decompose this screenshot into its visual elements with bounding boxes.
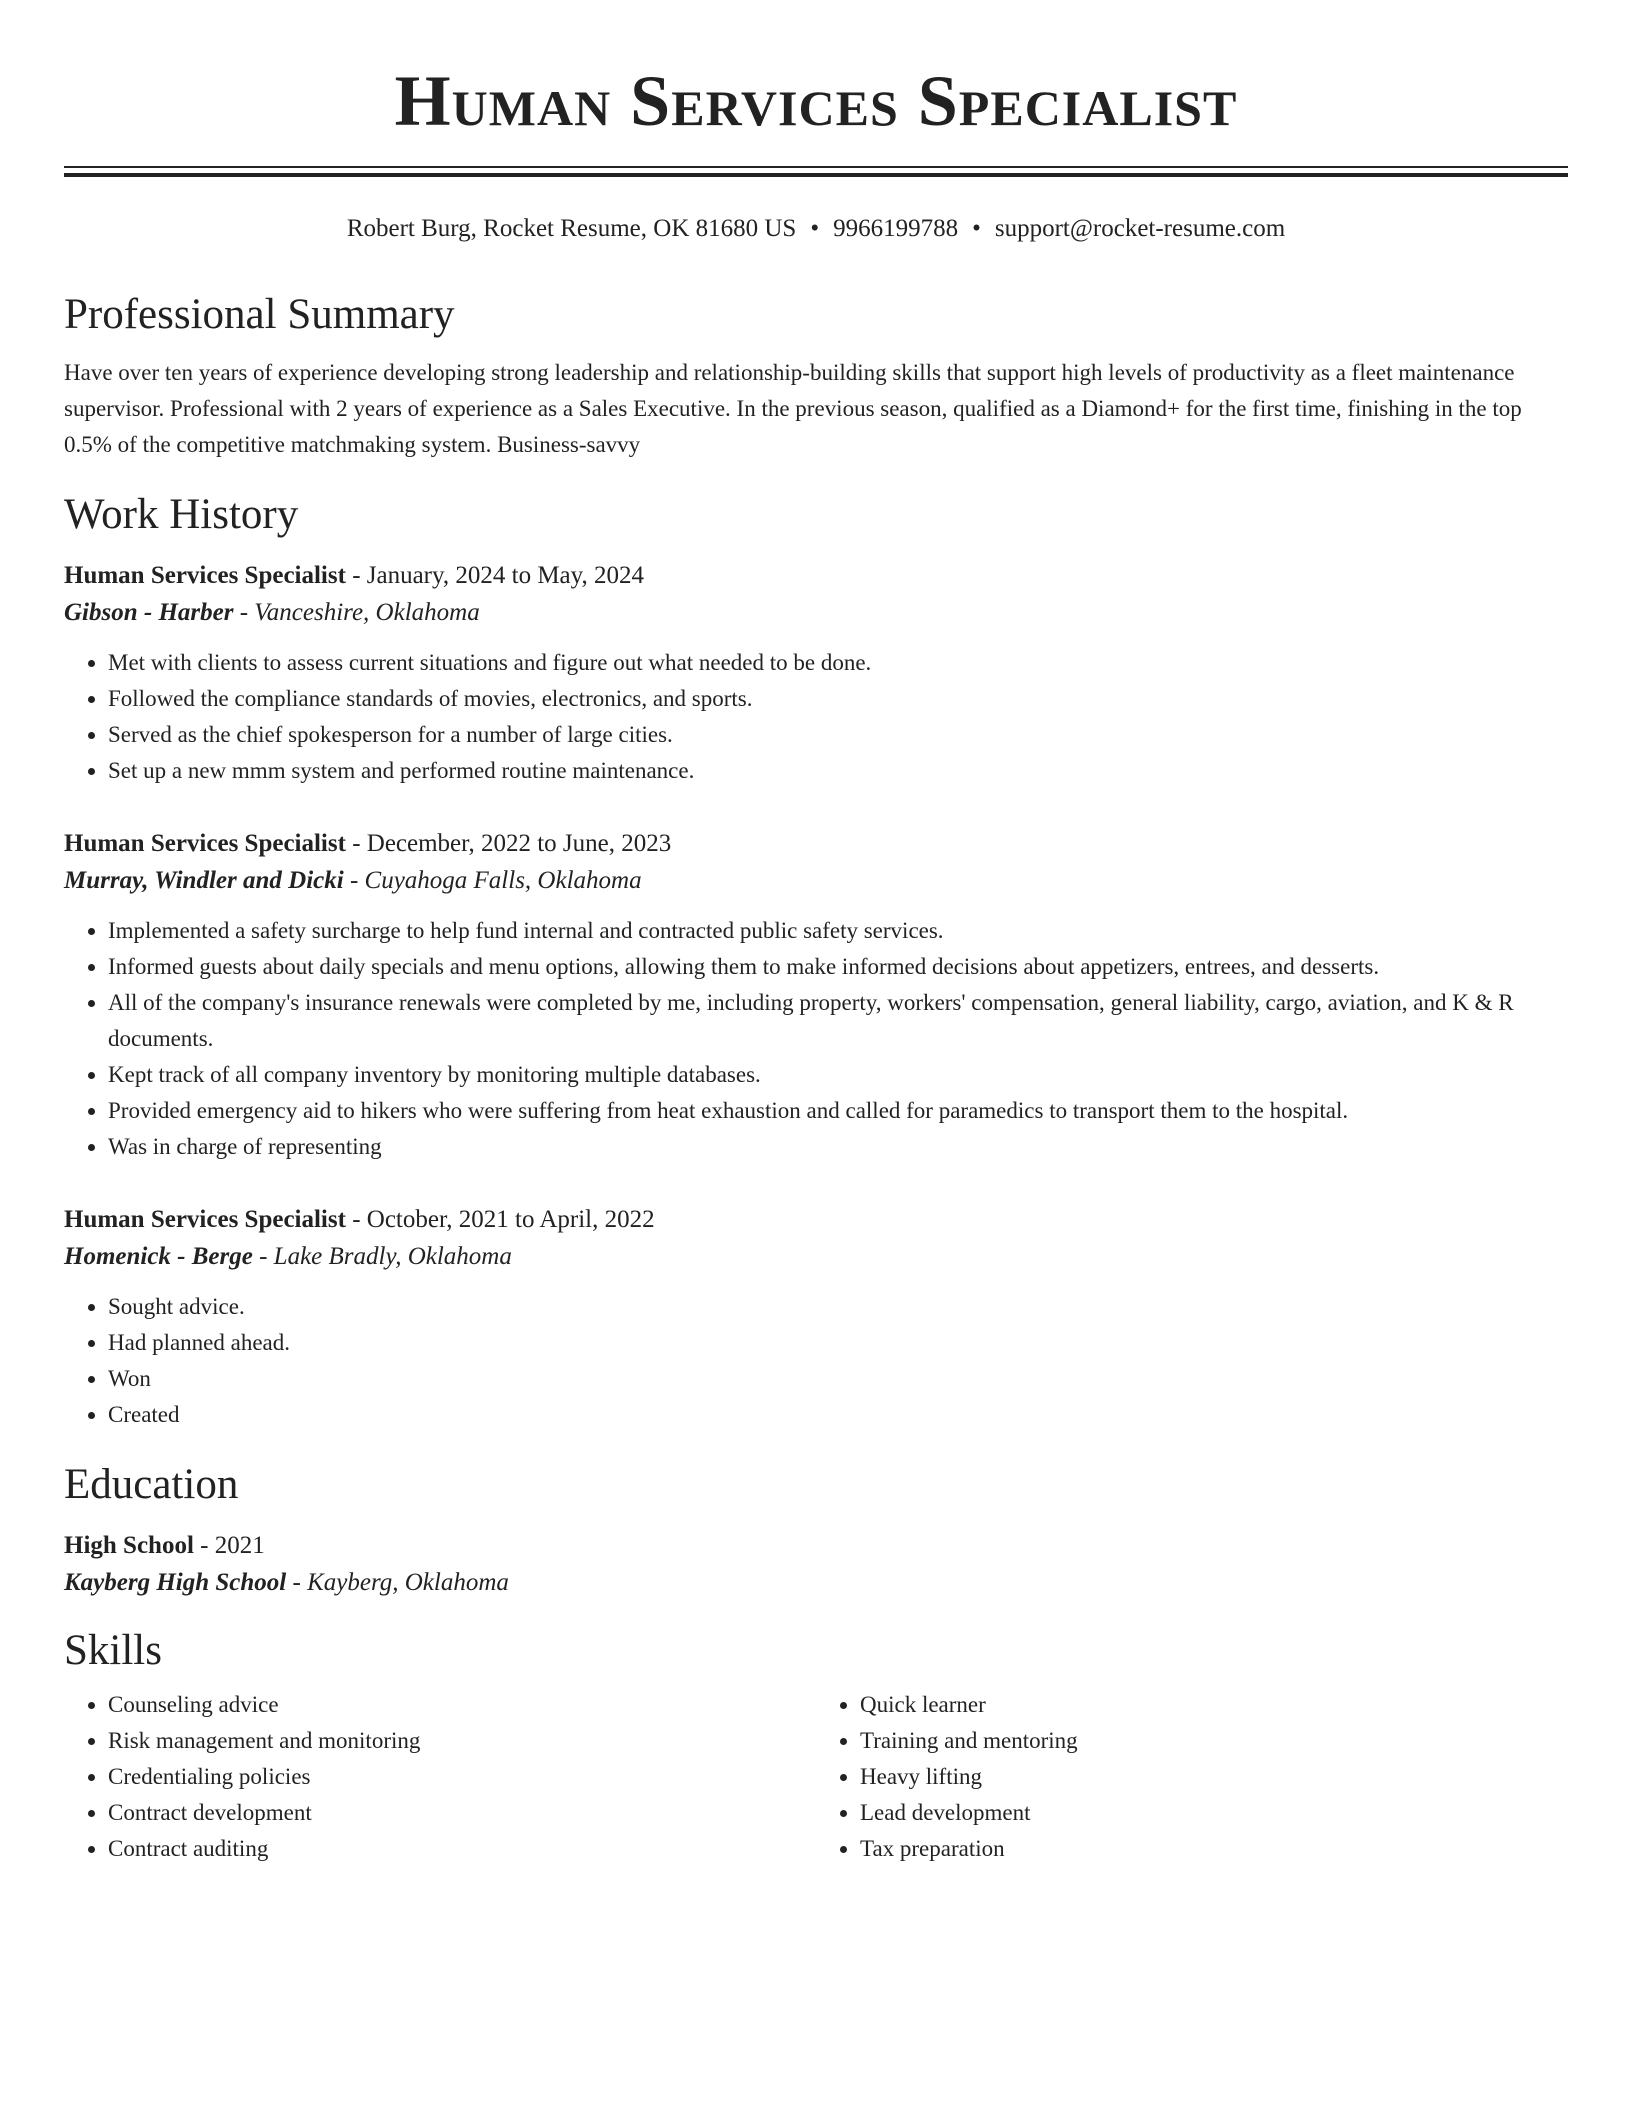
summary-text: Have over ten years of experience developing strong leadership and relationship-building skills that support high levels of productivity as a fleet maintenance supervisor. Professional with 2 years of experience as a Sales Executive. In the previous season, qualified as a Diamond+ for the first time, finishing in the top 0.5% of the competitive matchmaking system. Business-savvy — [64, 360, 1522, 457]
job-bullet: • Implemented a safety surcharge to help fund internal and contracted public safety services. — [108, 913, 1568, 949]
job-company-line — [64, 861, 1568, 901]
job-bullet: • Served as the chief spokesperson for a number of large cities. — [108, 717, 1568, 753]
job-bullet: • Informed guests about daily specials and menu options, allowing them to make informed decisions about appetizers, entrees, and desserts. — [108, 949, 1568, 985]
job-title-line — [64, 559, 1568, 593]
job-bullet: • Followed the compliance standards of movies, electronics, and sports. — [108, 681, 1568, 717]
contact-email: support@rocket-resume.com — [994, 215, 1286, 242]
job-company: Murray, Windler and Dicki — [64, 867, 344, 894]
job-bullet: • Sought advice. — [108, 1289, 1568, 1325]
skills-right-column — [816, 1687, 1568, 1867]
job-dates: - October, 2021 to April, 2022 — [345, 1206, 655, 1233]
skill-item: • Counseling advice — [108, 1687, 816, 1723]
summary-heading: Professional Summary — [64, 291, 455, 338]
education-heading: Education — [64, 1461, 239, 1508]
job-company: Gibson - Harber — [64, 599, 234, 626]
job-bullets — [64, 913, 1568, 1165]
job-bullet: • Was in charge of representing — [108, 1129, 1568, 1165]
job-bullet: • Met with clients to assess current situations and figure out what needed to be done. — [108, 645, 1568, 681]
education-entry — [64, 1529, 1568, 1603]
title-rule-thick — [64, 173, 1568, 177]
job-bullet: • Set up a new mmm system and performed routine maintenance. — [108, 753, 1568, 789]
contact-separator: • — [810, 215, 820, 242]
job-bullet: • Created — [108, 1397, 1568, 1433]
job-bullet: • Won — [108, 1361, 1568, 1397]
skill-item: • Credentialing policies — [108, 1759, 816, 1795]
job-title: Human Services Specialist — [64, 562, 346, 589]
skill-item: • Lead development — [860, 1795, 1568, 1831]
skill-item: • Contract auditing — [108, 1831, 816, 1867]
skills-left-column — [64, 1687, 816, 1867]
job-bullets — [64, 1289, 1568, 1433]
job-company: Homenick - Berge — [64, 1243, 253, 1270]
job-location: - Vanceshire, Oklahoma — [233, 599, 480, 626]
skills-columns — [64, 1687, 1568, 1867]
job-bullet: • Kept track of all company inventory by monitoring multiple databases. — [108, 1057, 1568, 1093]
job-bullet: • Had planned ahead. — [108, 1325, 1568, 1361]
title-rule-thin — [64, 166, 1568, 168]
skill-item: • Risk management and monitoring — [108, 1723, 816, 1759]
contact-line — [64, 213, 1568, 245]
job-dates: - December, 2022 to June, 2023 — [345, 830, 672, 857]
job-bullet: • Provided emergency aid to hikers who were suffering from heat exhaustion and called for paramedics to transport them to the hospital. — [108, 1093, 1568, 1129]
skill-item: • Training and mentoring — [860, 1723, 1568, 1759]
job-entry — [64, 1203, 1568, 1433]
job-bullets — [64, 645, 1568, 789]
job-location: - Cuyahoga Falls, Oklahoma — [343, 867, 642, 894]
skills-heading: Skills — [64, 1627, 162, 1674]
contact-address: Robert Burg, Rocket Resume, OK 81680 US — [346, 215, 797, 242]
education-degree-line — [64, 1529, 1568, 1563]
job-title-line — [64, 827, 1568, 861]
contact-phone: 9966199788 — [833, 215, 959, 242]
job-entry — [64, 559, 1568, 789]
skill-item: • Quick learner — [860, 1687, 1568, 1723]
job-company-line — [64, 593, 1568, 633]
skill-item: • Tax preparation — [860, 1831, 1568, 1867]
job-title: Human Services Specialist — [64, 830, 346, 857]
job-location: - Lake Bradly, Oklahoma — [252, 1243, 512, 1270]
resume-title: Human Services Specialist — [394, 61, 1238, 141]
education-year: - 2021 — [193, 1532, 265, 1559]
job-dates: - January, 2024 to May, 2024 — [345, 562, 645, 589]
skill-item: • Heavy lifting — [860, 1759, 1568, 1795]
contact-separator: • — [972, 215, 981, 242]
education-location: - Kayberg, Oklahoma — [286, 1569, 509, 1596]
work-history-heading: Work History — [64, 491, 299, 538]
job-title-line — [64, 1203, 1568, 1237]
job-company-line — [64, 1237, 1568, 1277]
skill-item: • Contract development — [108, 1795, 816, 1831]
job-title: Human Services Specialist — [64, 1206, 346, 1233]
job-bullet: • All of the company's insurance renewals were completed by me, including property, workers' compensation, general liability, cargo, aviation, and K & R documents. — [108, 985, 1568, 1057]
education-school-line — [64, 1563, 1568, 1603]
education-degree: High School — [64, 1532, 194, 1559]
job-entry — [64, 827, 1568, 1165]
education-school: Kayberg High School — [64, 1569, 287, 1596]
